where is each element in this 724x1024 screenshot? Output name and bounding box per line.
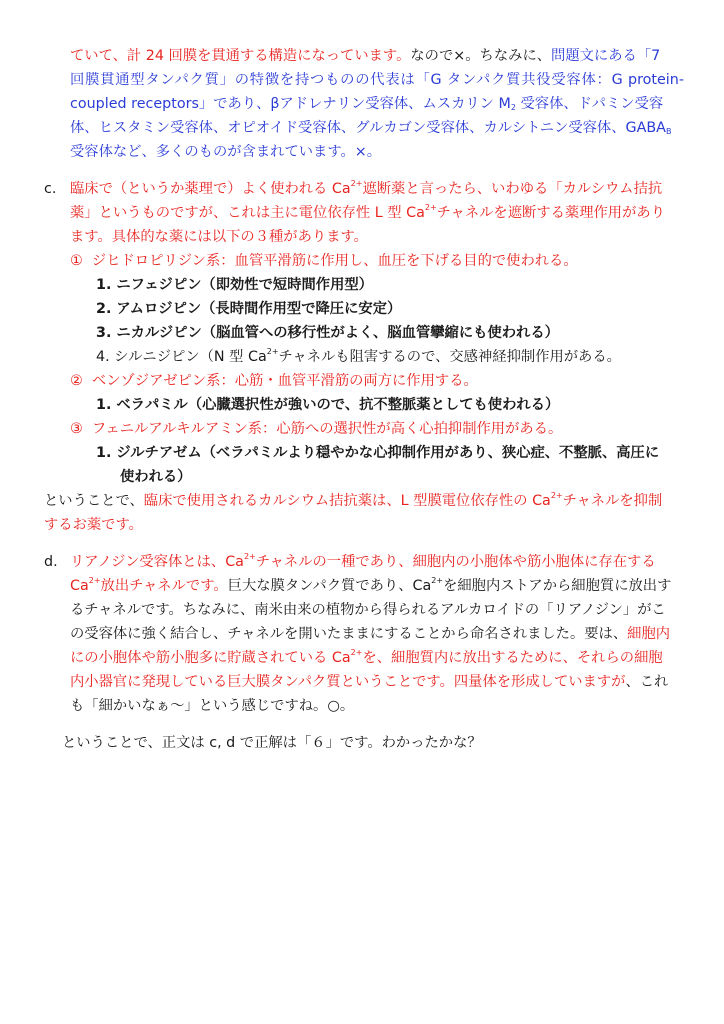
drug-item-continuation: 使われる） bbox=[120, 469, 192, 485]
drug-item: 4. シルニジピン（N 型 $Ca^{2+}$チャネルも阻害するので、交感神経抑制作用がある。 bbox=[96, 347, 621, 365]
group-1-title: ジヒドロピリジン系：血管平滑筋に作用し、血圧を下げる目的で使われる。 bbox=[91, 253, 578, 269]
drug-item: 1. ジルチアゼム（ベラパミルより穏やかな心抑制作用があり、狭心症、不整脈、高圧に bbox=[96, 445, 660, 461]
drug-group-3 bbox=[70, 417, 562, 441]
group-1-number: ① bbox=[70, 253, 83, 269]
conclusion: ということで、正文は c, d で正解は「６」です。わかったかな？ bbox=[62, 735, 482, 751]
group-2-number: ② bbox=[70, 373, 83, 389]
group-3-number: ③ bbox=[70, 421, 83, 437]
intro-line-5: 受容体など、多くのものが含まれています。×。 bbox=[70, 144, 382, 160]
section-d-line-1: リアノジン受容体とは、$Ca^{2+}$チャネルの一種であり、細胞内の小胞体や筋小胞体に存在する bbox=[70, 552, 656, 570]
section-d-line-3: るチャネルです。ちなみに、南米由来の植物から得られるアルカロイドの「リアノジン」がこ bbox=[70, 602, 666, 618]
drug-item: 3. ニカルジピン（脳血管への移行性がよく、脳血管攣縮にも使われる） bbox=[96, 325, 559, 341]
intro-line-2: 回膜貫通型タンパク質」の特徴を持つものの代表は「G タンパク質共役受容体：G protein- bbox=[70, 72, 684, 88]
section-d-line-7: も「細かいなぁ～」という感じですね。○。 bbox=[70, 698, 355, 714]
group-3-title: フェニルアルキルアミン系：心筋への選択性が高く心拍抑制作用がある。 bbox=[91, 421, 563, 437]
intro-line-3: coupled receptors」であり、βアドレナリン受容体、ムスカリン $M_2$ 受容体、ドパミン受容 bbox=[70, 96, 664, 112]
intro-line-1: ていて、計 24 回膜を貫通する構造になっています。なので×。ちなみに、問題文にある「7 bbox=[70, 48, 661, 64]
section-c-summary-line-2: するお薬です。 bbox=[44, 517, 143, 533]
drug-item: 1. ベラパミル（心臓選択性が強いので、抗不整脈薬としても使われる） bbox=[96, 397, 560, 413]
section-d-line-5: にの小胞体や筋小胞多に貯蔵されている $Ca^{2+}$を、細胞質内に放出するために、それらの細胞 bbox=[70, 648, 663, 666]
section-c-line-1: 臨床で（というか薬理で）よく使われる $Ca^{2+}$遮断薬と言ったら、いわゆる「カルシウム拮抗 bbox=[70, 179, 663, 197]
section-c-line-2: 薬」というものですが、これは主に電位依存性 L 型 $Ca^{2+}$チャネルを遮断する薬理作用があり bbox=[70, 203, 665, 221]
section-c-line-3: ます。具体的な薬には以下の３種があります。 bbox=[70, 229, 368, 245]
section-c-summary-line-1: ということで、臨床で使用されるカルシウム拮抗薬は、L 型膜電位依存性の $Ca^{2+}$チャネルを抑制 bbox=[44, 491, 663, 509]
group-2-title: ベンゾジアゼピン系：心筋・血管平滑筋の両方に作用する。 bbox=[91, 373, 478, 389]
section-d-line-2: $Ca^{2+}$放出チャネルです。巨大な膜タンパク質であり、$Ca^{2+}$を細胞内ストアから細胞質に放出す bbox=[70, 576, 672, 594]
section-d-line-6: 内小器官に発現している巨大膜タンパク質ということです。四量体を形成していますが、これ bbox=[70, 674, 669, 690]
section-d-marker: d. bbox=[44, 554, 58, 570]
section-c-marker: c. bbox=[44, 181, 57, 197]
drug-item: 1. ニフェジピン（即効性で短時間作用型） bbox=[96, 277, 373, 293]
drug-group-1 bbox=[70, 249, 578, 273]
intro-line-4: 体、ヒスタミン受容体、オピオイド受容体、グルカゴン受容体、カルシトニン受容体、$GABA_B$ bbox=[70, 120, 672, 136]
drug-item: 2. アムロジピン（長時間作用型で降圧に安定） bbox=[96, 301, 402, 317]
section-d-line-4: の受容体に強く結合し、チャネルを開いたままにすることから命名されました。要は、細胞内 bbox=[70, 626, 671, 642]
drug-group-2 bbox=[70, 369, 478, 393]
